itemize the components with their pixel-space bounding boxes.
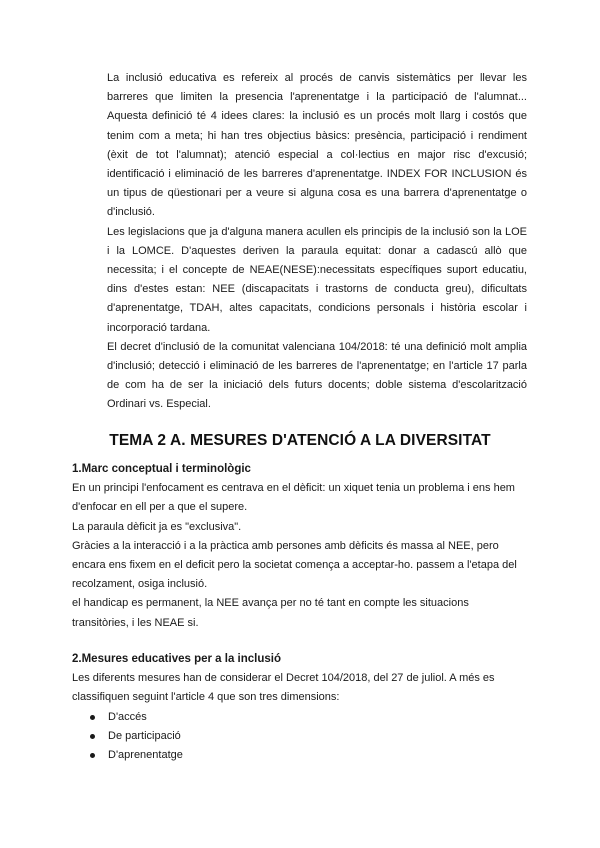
section-1-heading: 1.Marc conceptual i terminològic: [72, 463, 251, 475]
section-2-heading: 2.Mesures educatives per a la inclusió: [72, 653, 282, 665]
list-item-text: D'aprenentatge: [108, 749, 183, 762]
list-item-text: De participació: [108, 729, 181, 742]
section-1-paragraph-3: Gràcies a la interacció i a la pràctica amb persones amb dèficits és massa al NEE, pero encara ens fixem en el deficit pero la societat comença a acceptar-ho. passem a l'etapa del recolzament, osiga inclusió.: [72, 539, 517, 591]
section-2-paragraph: Les diferents mesures han de considerar el Decret 104/2018, del 27 de juliol. A més es classifiquen seguint l'article 4 que son tres dimensions:: [72, 672, 495, 704]
section-title: TEMA 2 A. MESURES D'ATENCIÓ A LA DIVERSITAT: [109, 432, 491, 449]
intro-paragraph-1: La inclusió educativa es refereix al procés de canvis sistemàtics per llevar les barreres que limiten la presencia l'aprenentatge i la participació de l'alumnat... Aquesta definició té 4 idees clares: la inclusió es un procés molt llarg i costós que tenim com a meta; hi han tres objectius bàsics: presència, participació i rendiment (èxit de tot l'alumnat); atenció especial a col·lectius en major risc d'excusió; identificació i eliminació de les barreres d'aprenentatge. INDEX FOR INCLUSION és un tipus de qüestionari per a veure si alguna cosa es una barrera d'aprenentatge o d'inclusió.: [107, 72, 527, 219]
intro-block: [107, 69, 527, 415]
section-2: [72, 650, 528, 765]
list-item: [90, 746, 528, 765]
bullet-icon: [90, 734, 95, 739]
list-item: [90, 727, 528, 746]
list-item-text: D'accés: [108, 710, 147, 723]
bullet-icon: [90, 753, 95, 758]
intro-paragraph-3: El decret d'inclusió de la comunitat valenciana 104/2018: té una definició molt amplia d'inclusió; detecció i eliminació de les barreres de l'aprenentatge; en l'article 17 parla de com ha de ser la iniciació dels futurs docents; doble sistema d'escolarització Ordinari vs. Especial.: [107, 340, 527, 411]
bullet-icon: [90, 715, 95, 720]
section-1-paragraph-1: En un principi l'enfocament es centrava en el dèficit: un xiquet tenia un problema i ens hem d'enfocar en ell per a que el supere.: [72, 482, 515, 514]
list-item: [90, 708, 528, 727]
dimensions-list: [72, 708, 528, 766]
section-1-paragraph-4: el handicap es permanent, la NEE avança per no té tant en compte les situacions transitòries, i les NEAE si.: [72, 597, 469, 629]
intro-paragraph-2: Les legislacions que ja d'alguna manera acullen els principis de la inclusió son la LOE i la LOMCE. D'aquestes deriven la paraula equitat: donar a cadascú allò que necessita; i el concepte de NEAE(NESE):necessitats específiques suport educatiu, dins d'estes estan: NEE (discapacitats i trastorns de conducta greu), dificultats d'aprenentatge, TDAH, altes capacitats, condicions personals i història escolar i incorporació tardana.: [107, 225, 527, 334]
section-1: [72, 460, 528, 633]
section-1-paragraph-2: La paraula dèficit ja es "exclusiva".: [72, 520, 242, 533]
